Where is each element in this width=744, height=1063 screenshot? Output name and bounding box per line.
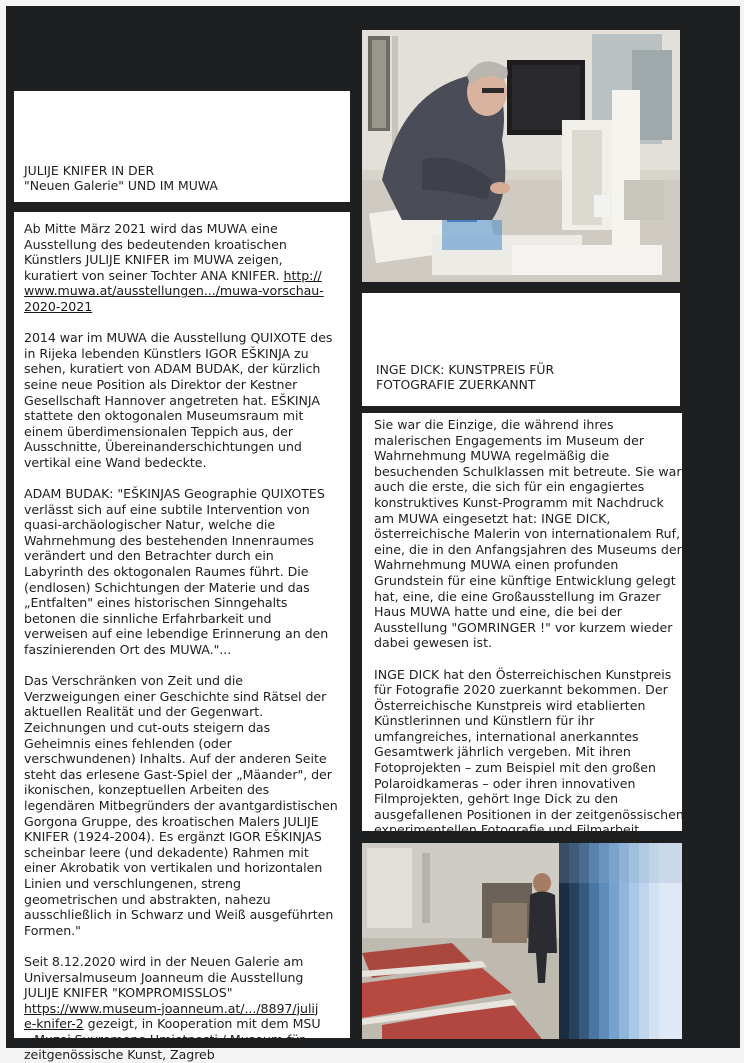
knifer-paragraph-2 xyxy=(24,330,340,470)
joanneum-link[interactable]: https://www.museum-joanneum.at/.../8897/julij xyxy=(24,1000,319,1016)
text-line: umfangreiches, international anerkanntes xyxy=(374,728,639,744)
text-line: ausgefallenen Positionen in der zeitgenössischen xyxy=(374,806,684,822)
text-line: dabei gewesen ist. xyxy=(374,635,493,651)
text-line: KNIFER (1924-2004). Es ergänzt IGOR EŠKINJAS xyxy=(24,829,322,845)
knifer-paragraph-1 xyxy=(24,221,340,315)
text-line: stattete den oktogonalen Museumsraum mit xyxy=(24,408,304,424)
text-line: faszinierenden Ort des MUWA."... xyxy=(24,642,232,658)
dick-paragraph-2 xyxy=(374,666,684,839)
dick-article xyxy=(362,413,684,838)
knifer-paragraph-5 xyxy=(24,954,340,1063)
text-line: konstruktives Kunst-Programm mit Nachdruck xyxy=(374,494,664,510)
text-line: verschwundenen) Inhalts. Auf der anderen Seite xyxy=(24,751,327,767)
text-line: (endlosen) Schichtungen der Materie und das xyxy=(24,579,310,595)
text-line: – Muzej Suvremene Umjetnosti / Museum für xyxy=(24,1031,305,1047)
text-line: Filmprojekten, gehört Inge Dick zu den xyxy=(374,791,619,807)
text-line: malerischen Engagements im Museum der xyxy=(374,432,645,448)
text-line: einer Akrobatik von vertikalen und horizontalen xyxy=(24,860,323,876)
text-line: INGE DICK hat den Österreichischen Kunstpreis xyxy=(374,666,672,682)
text-fragment: kuratiert von seiner Tochter ANA KNIFER. xyxy=(24,267,280,283)
text-line: Ausstellung "GOMRINGER !" vor kurzem wieder xyxy=(374,619,673,635)
text-line: Universalmuseum Joanneum die Ausstellung xyxy=(24,969,304,985)
text-line: ADAM BUDAK: "EŠKINJAS Geographie QUIXOTES xyxy=(24,486,325,502)
text-line: ikonischen, konzeptuellen Arbeiten des xyxy=(24,782,270,798)
text-line: JULIJE KNIFER "KOMPROMISSLOS" xyxy=(24,985,233,1001)
text-line: Sie war die Einzige, die während ihres xyxy=(374,417,614,432)
text-line: ausschließlich in Schwarz und Weiß ausgeführten xyxy=(24,907,334,923)
knifer-paragraph-3 xyxy=(24,486,340,658)
text-fragment: gezeigt, in Kooperation mit dem MSU xyxy=(83,1016,321,1032)
knifer-headline-box xyxy=(14,91,350,202)
dick-headline-box xyxy=(362,293,680,406)
text-line: betonen die sinnliche Erfahrbarkeit und xyxy=(24,610,272,626)
text-line xyxy=(24,283,340,299)
muwa-vorschau-link[interactable]: http:// xyxy=(283,267,322,283)
text-line: Labyrinth des oktogonalen Raumes führt. Die xyxy=(24,564,309,580)
text-line: Wahrnehmung MUWA regelmäßig die xyxy=(374,448,610,464)
text-line: sehen, kuratiert von ADAM BUDAK, der kürzlich xyxy=(24,361,321,377)
text-line: verändert und den Betrachter durch ein xyxy=(24,548,274,564)
knifer-studio-photo xyxy=(362,30,680,282)
dick-headline-line-1: INGE DICK: KUNSTPREIS FÜR xyxy=(376,362,555,377)
text-line: verweisen auf eine lebendige Erinnerung an den xyxy=(24,626,329,642)
text-line: Künstlers JULIJE KNIFER im MUWA zeigen, xyxy=(24,252,283,268)
text-line: besuchenden Schulklassen mit betreute. Sie war xyxy=(374,463,682,479)
muwa-vorschau-link-end[interactable]: 2020-2021 xyxy=(24,298,93,314)
text-line: verlässt sich auf eine subtile Intervention von xyxy=(24,501,310,517)
text-line: Ab Mitte März 2021 wird das MUWA eine xyxy=(24,221,278,236)
text-line: Verzweigungen einer Geschichte sind Rätsel der xyxy=(24,688,327,704)
text-line: Fotoprojekten – zum Beispiel mit den großen xyxy=(374,760,657,776)
dick-exhibition-photo xyxy=(362,843,682,1039)
dick-exhibition-illustration xyxy=(362,843,682,1039)
muwa-vorschau-link-cont[interactable]: www.muwa.at/ausstellungen.../muwa-vorschau- xyxy=(24,283,324,299)
text-line: quasi-archäologischer Natur, welche die xyxy=(24,517,276,533)
text-line: „Entfalten" eines historischen Sinngehalts xyxy=(24,595,288,611)
text-line: steht das erlesene Gast-Spiel der „Mäander", der xyxy=(24,766,332,782)
text-line xyxy=(24,299,340,315)
knifer-headline-line-2: "Neuen Galerie" UND IM MUWA xyxy=(24,178,218,193)
text-line: Ausstellung des bedeutenden kroatischen xyxy=(24,236,287,252)
text-line: seine neue Position als Direktor der Kestner xyxy=(24,376,298,392)
text-line: Das Verschränken von Zeit und die xyxy=(24,673,243,689)
text-line: Gesellschaft Hannover angetreten hat. EŠKINJA xyxy=(24,392,320,408)
joanneum-link-cont[interactable]: e-knifer-2 xyxy=(24,1016,84,1032)
knifer-paragraph-4 xyxy=(24,673,340,938)
text-line: in Rijeka lebenden Künstlers IGOR EŠKINJA zu xyxy=(24,345,309,361)
text-line: scheinbar leere (und dekadente) Rahmen mit xyxy=(24,844,309,860)
text-line: hat, eine, die eine Großausstellung im Grazer xyxy=(374,588,661,604)
text-line: Grundstein für eine künftige Entwicklung gelegt xyxy=(374,572,676,588)
text-line: geometrischen und abstrakten, nahezu xyxy=(24,891,271,907)
text-line: am MUWA eingesetzt hat: INGE DICK, xyxy=(374,510,611,526)
text-line: Künstlerinnen und Künstlern für ihr xyxy=(374,713,595,729)
text-line: Formen." xyxy=(24,922,81,938)
text-line: auch die erste, die sich für ein engagiertes xyxy=(374,479,645,495)
text-line: eine, die in den Anfangsjahren des Museums der xyxy=(374,541,682,557)
text-line: Ausschnitte, Übereinanderschichtungen und xyxy=(24,439,302,455)
text-line: Seit 8.12.2020 wird in der Neuen Galerie am xyxy=(24,953,304,969)
text-line: 2014 war im MUWA die Ausstellung QUIXOTE des xyxy=(24,330,333,346)
knifer-headline-line-1: JULIJE KNIFER IN DER xyxy=(24,163,155,178)
dick-paragraph-1 xyxy=(374,417,682,651)
text-line: aktuellen Realität und der Gegenwart. xyxy=(24,704,264,720)
text-line: Linien und verschlungenen, streng xyxy=(24,875,241,891)
text-line: zeitgenössische Kunst, Zagreb xyxy=(24,1047,215,1063)
text-line: einem überdimensionalen Teppich aus, der xyxy=(24,423,293,439)
dick-headline-line-2: FOTOGRAFIE ZUERKANNT xyxy=(376,377,536,392)
text-line: Geheimnis eines fehlenden (oder xyxy=(24,735,232,751)
text-line: Österreichische Kunstpreis wird etablierten xyxy=(374,697,646,713)
text-line: Polaroidkameras – oder ihren innovativen xyxy=(374,775,636,791)
text-line: experimentellen Fotografie und Filmarbeit. xyxy=(374,822,644,838)
knifer-article xyxy=(14,212,350,1063)
text-line: Gorgona Gruppe, des kroatischen Malers JULIJE xyxy=(24,813,319,829)
text-line: Wahrnehmung des bestehenden Innenraumes xyxy=(24,532,314,548)
text-line xyxy=(24,1016,340,1032)
text-line: österreichische Malerin von internationalem Ruf, xyxy=(374,526,681,542)
text-line: Zeichnungen und cut-outs steigern das xyxy=(24,720,271,735)
knifer-studio-illustration xyxy=(362,30,680,282)
text-line: legendären Mitbegründers der avantgardistischen xyxy=(24,797,338,813)
text-line xyxy=(24,268,340,284)
text-line: Haus MUWA hatte und eine, die bei der xyxy=(374,604,622,620)
text-line: für Fotografie 2020 zuerkannt bekommen. Der xyxy=(374,682,668,698)
text-line: vertikal eine Wand bedeckte. xyxy=(24,454,207,470)
text-line xyxy=(24,1001,340,1017)
text-line: Gesamtwerk jährlich vergeben. Mit ihren xyxy=(374,744,631,760)
text-line: Wahrnehmung MUWA einen profunden xyxy=(374,557,619,573)
